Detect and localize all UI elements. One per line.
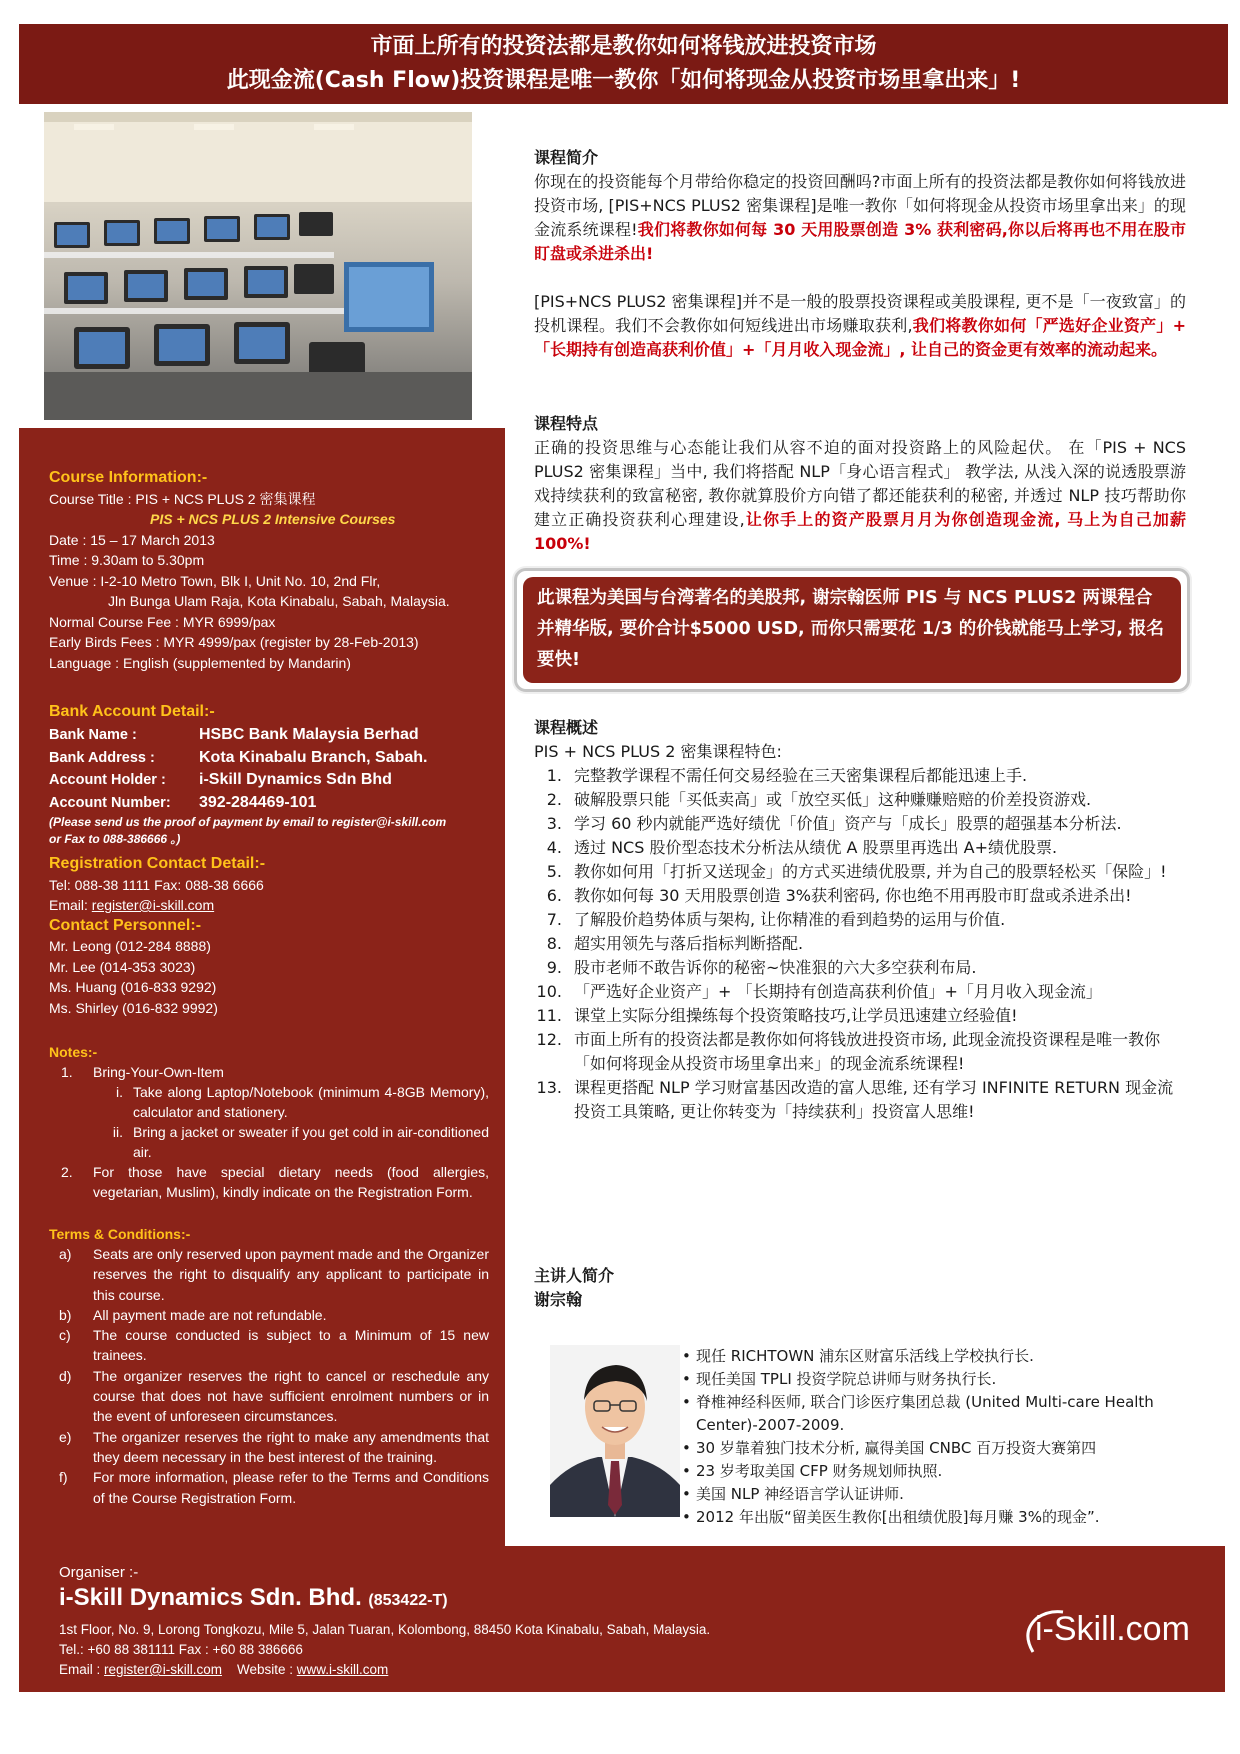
footer-website-label: Website : (237, 1662, 297, 1677)
early-bird-fee: Early Birds Fees : MYR 4999/pax (register by 28-Feb-2013) (49, 634, 419, 650)
overview-item (534, 764, 1186, 788)
term-item: d) The organizer reserves the right to cancel or reschedule any course that does not have sufficient enrolment numbers or in the event of unforeseen circumstances. (59, 1367, 489, 1425)
speaker-bullet (682, 1483, 1192, 1506)
speaker-portrait (550, 1345, 680, 1517)
overview-item (534, 884, 1186, 908)
course-info-header: Course Information:- (49, 469, 208, 486)
note-subitem: i. Take along Laptop/Notebook (minimum 4-8GB Memory), calculator and stationery. (116, 1084, 489, 1120)
registration-header: Registration Contact Detail:- (49, 855, 266, 872)
left-info-panel (19, 428, 505, 1546)
course-info-section (49, 468, 489, 673)
banner-line-2: 此现金流(Cash Flow)投资课程是唯一教你「如何将现金从投资市场里拿出来」! (226, 68, 1021, 93)
course-date: Date : 15 – 17 March 2013 (49, 531, 215, 548)
course-title: Course Title : PIS + NCS PLUS 2 密集课程 (49, 490, 316, 507)
overview-item (534, 1004, 1186, 1028)
bank-header: Bank Account Detail:- (49, 703, 215, 720)
overview-item-text: 破解股票只能「买低卖高」或「放空买低」这种赚赚赔赔的价差投资游戏. (574, 790, 1092, 809)
bullet-icon: • (682, 1462, 691, 1480)
overview-item-text: 透过 NCS 股价型态技术分析法从绩优 A 股票里再选出 A+绩优股票. (574, 838, 1058, 857)
term-item: e) The organizer reserves the right to make any amendments that they deem necessary in the best interest of the training. (59, 1428, 489, 1465)
overview-item-text: 超实用领先与落后指标判断搭配. (574, 934, 804, 953)
contact-person: Mr. Lee (014-353 3023) (49, 958, 196, 975)
payment-note-1: (Please send us the proof of payment by email to register@i-skill.com (49, 815, 447, 829)
bank-row (49, 724, 489, 747)
term-item: f) For more information, please refer to the Terms and Conditions of the Course Registration Form. (59, 1469, 489, 1506)
promo-callout-text: 此课程为美国与台湾著名的美股邦, 谢宗翰医师 PIS 与 NCS PLUS2 两课程合并精华版, 要价合计$5000 USD, 而你只需要花 1/3 的价钱就能马上学习, 报名要快! (523, 577, 1181, 683)
speaker-bullet-text: 脊椎神经科医师, 联合门诊医疗集团总裁 (United Multi-care Health Center)-2007-2009. (696, 1393, 1154, 1434)
organiser-label: Organiser :- (59, 1564, 139, 1581)
speaker-bullet (682, 1437, 1192, 1460)
overview-item-number: 10. (536, 982, 562, 1001)
features-header: 课程特点 (534, 414, 599, 433)
overview-lead: PIS + NCS PLUS 2 密集课程特色: (534, 742, 782, 761)
course-time: Time : 9.30am to 5.30pm (49, 552, 205, 568)
notes-section (49, 1042, 489, 1202)
registration-email-row (49, 895, 489, 916)
overview-item-text: 「严选好企业资产」+ 「长期持有创造高获利价值」+「月月收入现金流」 (574, 982, 1102, 1001)
overview-item-text: 课堂上实际分组操练每个投资策略技巧,让学员迅速建立经验值! (574, 1006, 1018, 1025)
footer-email-website (59, 1660, 710, 1680)
overview-item-number: 9. (546, 958, 562, 977)
speaker-bullets (682, 1345, 1192, 1529)
overview-item-text: 学习 60 秒内就能严选好绩优「价值」资产与「成长」股票的超强基本分析法. (574, 814, 1122, 833)
overview-item-number: 6. (546, 886, 562, 905)
overview-item-number: 11. (536, 1006, 562, 1025)
overview-item-number: 7. (546, 910, 562, 929)
bank-key: Account Holder : (49, 772, 166, 788)
speaker-bullet (682, 1460, 1192, 1483)
overview-item-text: 了解股价趋势体质与架构, 让你精准的看到趋势的运用与价值. (574, 910, 1006, 929)
bank-key: Account Number: (49, 794, 171, 811)
term-item: c) The course conducted is subject to a Minimum of 15 new trainees. (59, 1327, 489, 1364)
payment-note-2: or Fax to 088-386666 。) (49, 832, 181, 846)
note-item: 2. For those have special dietary needs (food allergies, vegetarian, Muslim), kindly indicate on the Registration Form. (61, 1164, 489, 1200)
overview-item (534, 932, 1186, 956)
footer-website-link[interactable]: www.i-skill.com (296, 1662, 389, 1677)
bank-value: HSBC Bank Malaysia Berhad (199, 726, 419, 743)
speaker-bullet (682, 1368, 1192, 1391)
footer-email-link[interactable]: register@i-skill.com (104, 1662, 222, 1677)
speaker-section (534, 1264, 1186, 1312)
footer-tel-fax: Tel.: +60 88 381111 Fax : +60 88 386666 (59, 1642, 303, 1657)
speaker-header: 主讲人简介 (534, 1266, 615, 1285)
overview-section (534, 716, 1186, 1124)
bank-row (49, 769, 489, 792)
bullet-icon: • (682, 1485, 691, 1503)
speaker-bullet-text: 23 岁考取美国 CFP 财务规划师执照. (696, 1462, 943, 1480)
overview-item (534, 980, 1186, 1004)
intro-header: 课程简介 (534, 148, 599, 167)
overview-item (534, 1028, 1186, 1076)
bullet-icon: • (682, 1508, 691, 1526)
logo-text: i-Skill.com (1035, 1610, 1190, 1648)
speaker-bullet-text: 30 岁靠着独门技术分析, 赢得美国 CNBC 百万投资大赛第四 (696, 1439, 1097, 1457)
overview-item (534, 812, 1186, 836)
intro-paragraph-1: 你现在的投资能每个月带给你稳定的投资回酬吗?市面上所有的投资法都是教你如何将钱放进投资市场, [PIS+NCS PLUS2 密集课程]是唯一教你「如何将现金从投资市场里拿出来」的现金流系统课程!我们将教你如何每 30 天用股票创造 3% 获利密码,你以后将再也不用在股市盯盘或杀进杀出! (534, 172, 1186, 263)
overview-item-number: 3. (546, 814, 562, 833)
intro-section (534, 146, 1186, 362)
overview-item (534, 788, 1186, 812)
overview-item-number: 8. (546, 934, 562, 953)
overview-item-number: 1. (546, 766, 562, 785)
note-subitem: ii. Bring a jacket or sweater if you get cold in air-conditioned air. (112, 1124, 489, 1160)
overview-item-number: 13. (536, 1078, 562, 1097)
bank-value: Kota Kinabalu Branch, Sabah. (199, 748, 428, 766)
overview-header: 课程概述 (534, 718, 599, 737)
speaker-bullet-text: 2012 年出版“留美医生教你[出租绩优股]每月赚 3%的现金”. (696, 1508, 1100, 1526)
term-item: a) Seats are only reserved upon payment made and the Organizer reserves the right to disqualify any applicant to participate in this course. (59, 1246, 489, 1303)
overview-item-text: 教你如何每 30 天用股票创造 3%获利密码, 你也绝不用再股市盯盘或杀进杀出! (574, 886, 1132, 905)
footer-organiser (19, 1546, 1225, 1692)
bank-row (49, 792, 489, 815)
classroom-photo (44, 112, 472, 420)
speaker-bullet-text: 现任 RICHTOWN 浦东区财富乐活线上学校执行长. (696, 1347, 1034, 1365)
bank-section (49, 700, 489, 848)
notes-header: Notes:- (49, 1044, 98, 1060)
footer-email-label: Email : (59, 1662, 105, 1677)
overview-item (534, 956, 1186, 980)
intro-paragraph-2: [PIS+NCS PLUS2 密集课程]并不是一般的股票投资课程或美股课程, 更不是「一夜致富」的投机课程。我们不会教你如何短线进出市场赚取获利,我们将教你如何「严选好企业资产」+ 「长期持有创造高获利价值」+「月月收入现金流」, 让自己的资金更有效率的流动起来。 (534, 292, 1186, 359)
course-title-en: PIS + NCS PLUS 2 Intensive Courses (150, 511, 396, 527)
overview-item-text: 市面上所有的投资法都是教你如何将钱放进投资市场, 此现金流投资课程是唯一教你「如何将现金从投资市场里拿出来」的现金流系统课程! (574, 1030, 1161, 1073)
features-paragraph: 正确的投资思维与心态能让我们从容不迫的面对投资路上的风险起伏。 在「PIS + NCS PLUS2 密集课程」当中, 我们将搭配 NLP「身心语言程式」 教学法, 从浅入深的说透股票游戏持续获利的致富秘密, 教你就算股价方向错了都还能获利的秘密, 并透过 NLP 技巧帮助你建立正确投资获利心理建设,让你手上的资产股票月月为你创造现金流, 马上为自己加薪 100%! (534, 438, 1186, 553)
overview-item (534, 908, 1186, 932)
overview-item (534, 860, 1186, 884)
normal-fee: Normal Course Fee : MYR 6999/pax (49, 613, 276, 630)
overview-item-number: 5. (546, 862, 562, 881)
speaker-bullet-text: 现任美国 TPLI 投资学院总讲师与财务执行长. (696, 1370, 997, 1388)
company-name: i-Skill Dynamics Sdn. Bhd. (59, 1584, 362, 1611)
top-banner (19, 24, 1228, 104)
overview-item-number: 4. (546, 838, 562, 857)
email-label: Email: (49, 897, 92, 913)
bullet-icon: • (682, 1370, 691, 1388)
company-reg-no: (853422-T) (368, 1592, 448, 1609)
registration-email-link[interactable]: register@i-skill.com (91, 897, 215, 913)
speaker-bullet-text: 美国 NLP 神经语言学认证讲师. (696, 1485, 904, 1503)
overview-item-text: 课程更搭配 NLP 学习财富基因改造的富人思维, 还有学习 INFINITE RETURN 现金流投资工具策略, 更让你转变为「持续获利」投资富人思维! (574, 1078, 1174, 1121)
overview-item-number: 2. (546, 790, 562, 809)
overview-item (534, 1076, 1186, 1124)
footer-address: 1st Floor, No. 9, Lorong Tongkozu, Mile 5, Jalan Tuaran, Kolombong, 88450 Kota Kinabalu, Sabah, Malaysia. (59, 1622, 711, 1637)
bullet-icon: • (682, 1439, 691, 1457)
course-language: Language : English (supplemented by Mandarin) (49, 654, 351, 671)
banner-line-1: 市面上所有的投资法都是教你如何将钱放进投资市场 (370, 34, 877, 59)
promo-callout (514, 568, 1190, 692)
course-venue-1: Venue : I-2-10 Metro Town, Blk I, Unit No. 10, 2nd Flr, (49, 572, 381, 589)
registration-section (49, 854, 489, 1018)
bank-row (49, 747, 489, 770)
contact-header: Contact Personnel:- (49, 916, 202, 934)
bank-value: i-Skill Dynamics Sdn Bhd (199, 771, 392, 788)
registration-tel-fax: Tel: 088-38 1111 Fax: 088-38 6666 (49, 876, 264, 893)
course-venue-2: Jln Bunga Ulam Raja, Kota Kinabalu, Sabah, Malaysia. (108, 593, 450, 609)
note-item: 1. Bring-Your-Own-Item (61, 1064, 224, 1080)
overview-list (534, 764, 1186, 1124)
bullet-icon: • (682, 1393, 691, 1411)
features-section (534, 412, 1186, 556)
organiser-name-row (59, 1584, 448, 1612)
contact-person: Ms. Shirley (016-832 9992) (49, 999, 218, 1016)
speaker-bullet (682, 1506, 1192, 1529)
bank-key: Bank Address : (49, 749, 155, 766)
bank-key: Bank Name : (49, 727, 137, 743)
speaker-bullet (682, 1391, 1192, 1437)
overview-item-text: 教你如何用「打折又送现金」的方式买进绩优股票, 并为自己的股票轻松买「保险」! (574, 862, 1167, 881)
term-item: b) All payment made are not refundable. (59, 1306, 327, 1323)
overview-item-text: 完整教学课程不需任何交易经验在三天密集课程后都能迅速上手. (574, 766, 1028, 785)
bullet-icon: • (682, 1347, 691, 1365)
overview-item-text: 股市老师不敢告诉你的秘密~快准狠的六大多空获利布局. (574, 958, 977, 977)
contact-person: Mr. Leong (012-284 8888) (49, 938, 211, 954)
overview-item (534, 836, 1186, 860)
terms-section (49, 1224, 489, 1508)
footer-contact-block (59, 1620, 710, 1680)
terms-header: Terms & Conditions:- (49, 1226, 191, 1242)
contact-person: Ms. Huang (016-833 9292) (49, 979, 217, 995)
iskill-logo (1019, 1606, 1215, 1658)
overview-item-number: 12. (536, 1030, 562, 1049)
speaker-name: 谢宗翰 (534, 1290, 583, 1309)
bank-value: 392-284469-101 (199, 793, 317, 811)
speaker-bullet (682, 1345, 1192, 1368)
